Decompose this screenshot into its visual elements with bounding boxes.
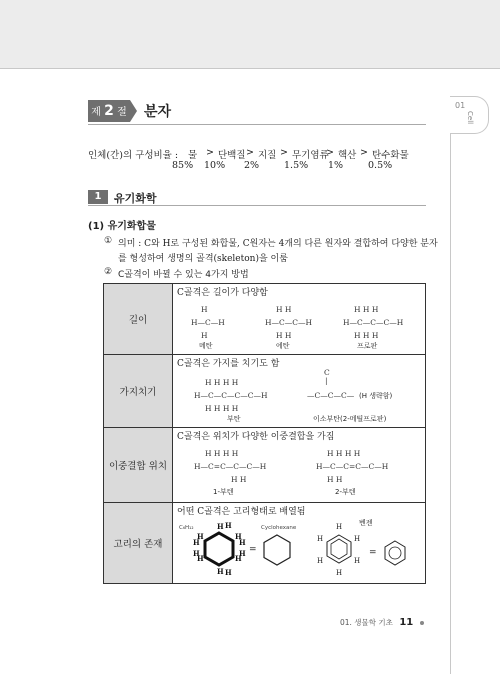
side-tab[interactable]: [450, 96, 489, 134]
svg-text:H: H: [317, 557, 324, 565]
svg-text:H: H: [193, 549, 200, 558]
svg-text:H: H: [217, 522, 224, 531]
side-tab-number: 01: [455, 101, 466, 110]
svg-text:H H H: H H H: [354, 305, 379, 314]
row-desc: C골격은 길이가 다양함: [177, 288, 268, 298]
row-header-length: 길이: [104, 284, 173, 355]
carbon-skeleton-table: [103, 283, 426, 584]
svg-text:|: |: [325, 376, 328, 385]
section-number: 1: [88, 190, 108, 204]
label-1-butene: 1-부텐: [213, 488, 234, 496]
svg-text:H H: H H: [276, 305, 292, 314]
footer-dot-icon: [420, 621, 424, 625]
svg-text:H: H: [354, 535, 361, 543]
label-c6h12: C₆H₁₂: [179, 525, 194, 531]
svg-text:H—C—H: H—C—H: [191, 318, 225, 327]
row-body-length: [173, 284, 426, 355]
1-butene-structure: [194, 449, 267, 484]
svg-text:H: H: [239, 538, 246, 547]
svg-text:H: H: [193, 538, 200, 547]
svg-text:H: H: [197, 554, 204, 563]
label-isobutane: 이소부탄(2-메틸프로판): [313, 415, 387, 423]
row-header-branching: 가지치기: [104, 355, 173, 428]
label-butane: 부탄: [227, 415, 241, 423]
ratio-label: 인체(간)의 구성비율 :: [88, 150, 179, 161]
section-title: 유기화학: [114, 192, 157, 205]
svg-text:H—C—C=C—C—H: H—C—C=C—C—H: [316, 462, 389, 471]
ratio-percent: 10%: [204, 160, 226, 171]
row-desc: 어떤 C골격은 고리형태로 배열됨: [177, 507, 306, 517]
ratio-percent: 85%: [172, 160, 194, 171]
benzene-structure: [317, 523, 360, 577]
label-methane: 메탄: [199, 342, 213, 350]
item2-text: C골격이 바뀔 수 있는 4가지 방법: [118, 270, 249, 280]
table-row: [104, 428, 426, 503]
svg-text:H: H: [217, 567, 224, 576]
svg-text:H: H: [225, 521, 232, 530]
svg-text:H: H: [225, 568, 232, 577]
isobutane-structure: [307, 368, 355, 400]
row-body-double-bond: [173, 428, 426, 503]
benzene-hexagon: [385, 541, 405, 565]
chapter-label-number: 2: [104, 103, 114, 119]
top-divider: [0, 68, 500, 69]
svg-text:H H H H: H H H H: [205, 449, 239, 458]
chapter-rule: [88, 124, 426, 125]
ratio-item-water: 물: [188, 150, 198, 161]
ratio-percent: 1.5%: [284, 160, 309, 171]
svg-text:H—C=C—C—C—H: H—C=C—C—C—H: [194, 462, 267, 471]
table-row: [104, 284, 426, 355]
page-number: 11: [399, 617, 414, 628]
ratio-item-nucleic: 핵산: [338, 150, 357, 161]
page-footer: [340, 617, 424, 628]
svg-text:H: H: [336, 523, 343, 531]
svg-text:H—C—C—C—C—H: H—C—C—C—C—H: [194, 391, 268, 400]
ratio-percent: 1%: [328, 160, 344, 171]
ratio-item-lipid: 지질: [258, 150, 277, 161]
ratio-gt: >: [360, 147, 368, 158]
label-2-butene: 2-부텐: [335, 488, 356, 496]
svg-text:H H H H: H H H H: [327, 449, 361, 458]
right-margin-line: [450, 96, 451, 674]
section-rule: [88, 205, 426, 206]
equals-sign: =: [249, 545, 257, 555]
ratio-item-minerals: 무기염류: [292, 150, 329, 161]
label-h-omitted: (H 생략함): [359, 392, 393, 400]
ratio-item-protein: 단백질: [218, 150, 246, 161]
label-ethane: 에탄: [276, 342, 290, 350]
chapter-heading: [88, 100, 426, 122]
item2-marker: ②: [104, 267, 113, 277]
top-band: [0, 0, 500, 68]
row-desc: C골격은 가지를 치기도 함: [177, 359, 280, 369]
cyclohexane-full-structure: [193, 521, 246, 577]
svg-text:H: H: [235, 532, 242, 541]
chapter-arrow-icon: [130, 100, 137, 122]
svg-text:H: H: [336, 569, 343, 577]
table-row: [104, 355, 426, 428]
svg-text:H H: H H: [327, 475, 343, 484]
ratio-gt: >: [206, 147, 214, 158]
svg-text:H: H: [239, 549, 246, 558]
table-row: [104, 503, 426, 584]
subsection-title: (1) 유기화합물: [88, 221, 156, 232]
svg-text:H H: H H: [231, 475, 247, 484]
item1-marker: ①: [104, 236, 113, 246]
row-desc: C골격은 위치가 다양한 이중결합을 가짐: [177, 432, 335, 442]
svg-text:H—C—C—C—H: H—C—C—C—H: [343, 318, 404, 327]
svg-text:H—C—C—H: H—C—C—H: [265, 318, 313, 327]
ratio-gt: >: [280, 147, 288, 158]
butane-structure: [194, 378, 268, 413]
methane-structure: [191, 305, 225, 340]
side-tab-word: Cell: [466, 111, 474, 125]
svg-text:H H H H: H H H H: [205, 378, 239, 387]
label-cyclohexane: Cyclohexane: [261, 525, 297, 531]
ethane-structure: [265, 305, 313, 340]
row-body-branching: [173, 355, 426, 428]
equals-sign: =: [369, 548, 377, 558]
row-header-double-bond: 이중결합 위치: [104, 428, 173, 503]
chapter-title: 분자: [144, 104, 172, 120]
2-butene-structure: [316, 449, 389, 484]
row-body-ring: [173, 503, 426, 584]
item1-line2: 를 형성하여 생명의 골격(skeleton)을 이룸: [118, 254, 288, 264]
svg-text:H: H: [317, 535, 324, 543]
chapter-label: [88, 100, 130, 122]
svg-text:—C—C—C—: —C—C—C—: [307, 391, 355, 400]
ratio-percent: 0.5%: [368, 160, 393, 171]
svg-text:H: H: [197, 532, 204, 541]
label-propane: 프로판: [357, 342, 378, 350]
label-benzene: 벤젠: [359, 519, 373, 527]
row-header-ring: 고리의 존재: [104, 503, 173, 584]
propane-structure: [343, 305, 404, 340]
chapter-label-suffix: 절: [117, 107, 127, 118]
svg-text:H H H: H H H: [354, 331, 379, 340]
svg-text:H: H: [201, 331, 208, 340]
cyclohexane-hexagon: [264, 535, 290, 565]
svg-text:H: H: [354, 557, 361, 565]
svg-text:H: H: [201, 305, 208, 314]
ratio-gt: >: [326, 147, 334, 158]
item1-line1: 의미 : C와 H로 구성된 화합물, C원자는 4개의 다른 원자와 결합하여 다양한 분자: [118, 239, 438, 249]
svg-text:H H H H: H H H H: [205, 404, 239, 413]
ratio-percent: 2%: [244, 160, 260, 171]
ratio-gt: >: [246, 147, 254, 158]
svg-text:C: C: [324, 368, 330, 377]
chapter-label-prefix: 제: [91, 107, 101, 118]
ratio-item-carbs: 탄수화물: [372, 150, 409, 161]
svg-text:H: H: [235, 554, 242, 563]
footer-chapter: 01. 생물학 기초: [340, 618, 393, 627]
section-heading: [88, 190, 426, 204]
svg-text:H H: H H: [276, 331, 292, 340]
